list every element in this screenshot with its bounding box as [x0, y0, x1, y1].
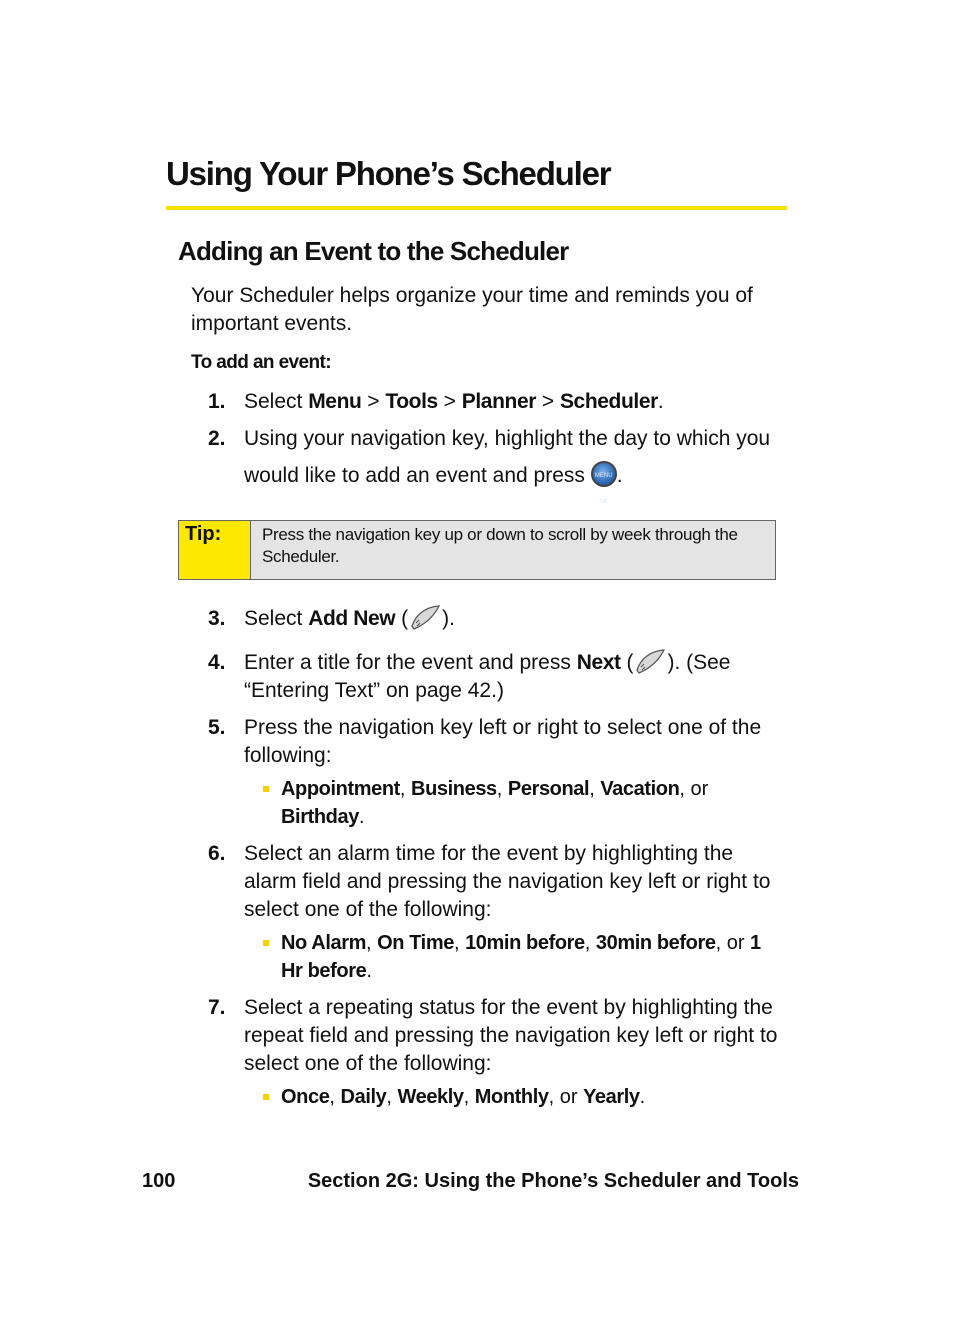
procedure-subheading: To add an event:	[191, 352, 331, 373]
page-number: 100	[142, 1170, 176, 1192]
step-number: 5.	[208, 716, 226, 739]
step-text: Enter a title for the event and press Next ( ). (See “Entering Text” on page 42.)	[244, 649, 789, 705]
bullet-marker	[263, 786, 269, 792]
step-text: Using your navigation key, highlight the day to which you would like to add an event and press MENU OK.	[244, 427, 771, 506]
softkey-icon	[633, 648, 667, 674]
intro-paragraph: Your Scheduler helps organize your time and reminds you of important events.	[191, 284, 753, 335]
title-underline	[166, 206, 787, 210]
options-text: Appointment, Business, Personal, Vacation, or Birthday.	[281, 778, 709, 828]
options-text: No Alarm, On Time, 10min before, 30min before, or 1 Hr before.	[281, 932, 761, 982]
step-text: Select an alarm time for the event by highlighting the alarm field and pressing the navigation key left or right to select one of the following:	[244, 842, 771, 921]
step-text: Select Add New ( ).	[244, 605, 789, 633]
step-number: 7.	[208, 996, 226, 1019]
softkey-icon	[408, 604, 442, 630]
tip-box	[178, 520, 776, 580]
section-footer: Section 2G: Using the Phone’s Scheduler and Tools	[307, 1170, 799, 1192]
bullet-marker	[263, 1094, 269, 1100]
step-text: Select Menu > Tools > Planner > Scheduler.	[244, 390, 664, 413]
tip-label: Tip:	[179, 521, 251, 579]
section-heading: Adding an Event to the Scheduler	[178, 236, 569, 266]
step-number: 2.	[208, 427, 226, 450]
page-title: Using Your Phone’s Scheduler	[166, 155, 611, 192]
next-label: Next	[576, 651, 621, 674]
tools-label: Tools	[385, 390, 438, 413]
bullet-marker	[263, 940, 269, 946]
add-new-label: Add New	[308, 607, 396, 630]
step-text: Select a repeating status for the event by highlighting the repeat field and pressing the navigation key left or right to select one of the following:	[244, 996, 778, 1075]
options-text: Once, Daily, Weekly, Monthly, or Yearly.	[281, 1086, 646, 1108]
tip-text: Press the navigation key up or down to scroll by week through the Scheduler.	[262, 525, 738, 566]
menu-label: Menu	[308, 390, 362, 413]
scheduler-label: Scheduler	[559, 390, 658, 413]
planner-label: Planner	[461, 390, 536, 413]
step-number: 3.	[208, 607, 226, 630]
step-number: 6.	[208, 842, 226, 865]
step-number: 1.	[208, 390, 226, 413]
step-text: Press the navigation key left or right to select one of the following:	[244, 716, 762, 767]
step-number: 4.	[208, 651, 226, 674]
menu-ok-key-icon: MENU OK	[591, 461, 617, 487]
